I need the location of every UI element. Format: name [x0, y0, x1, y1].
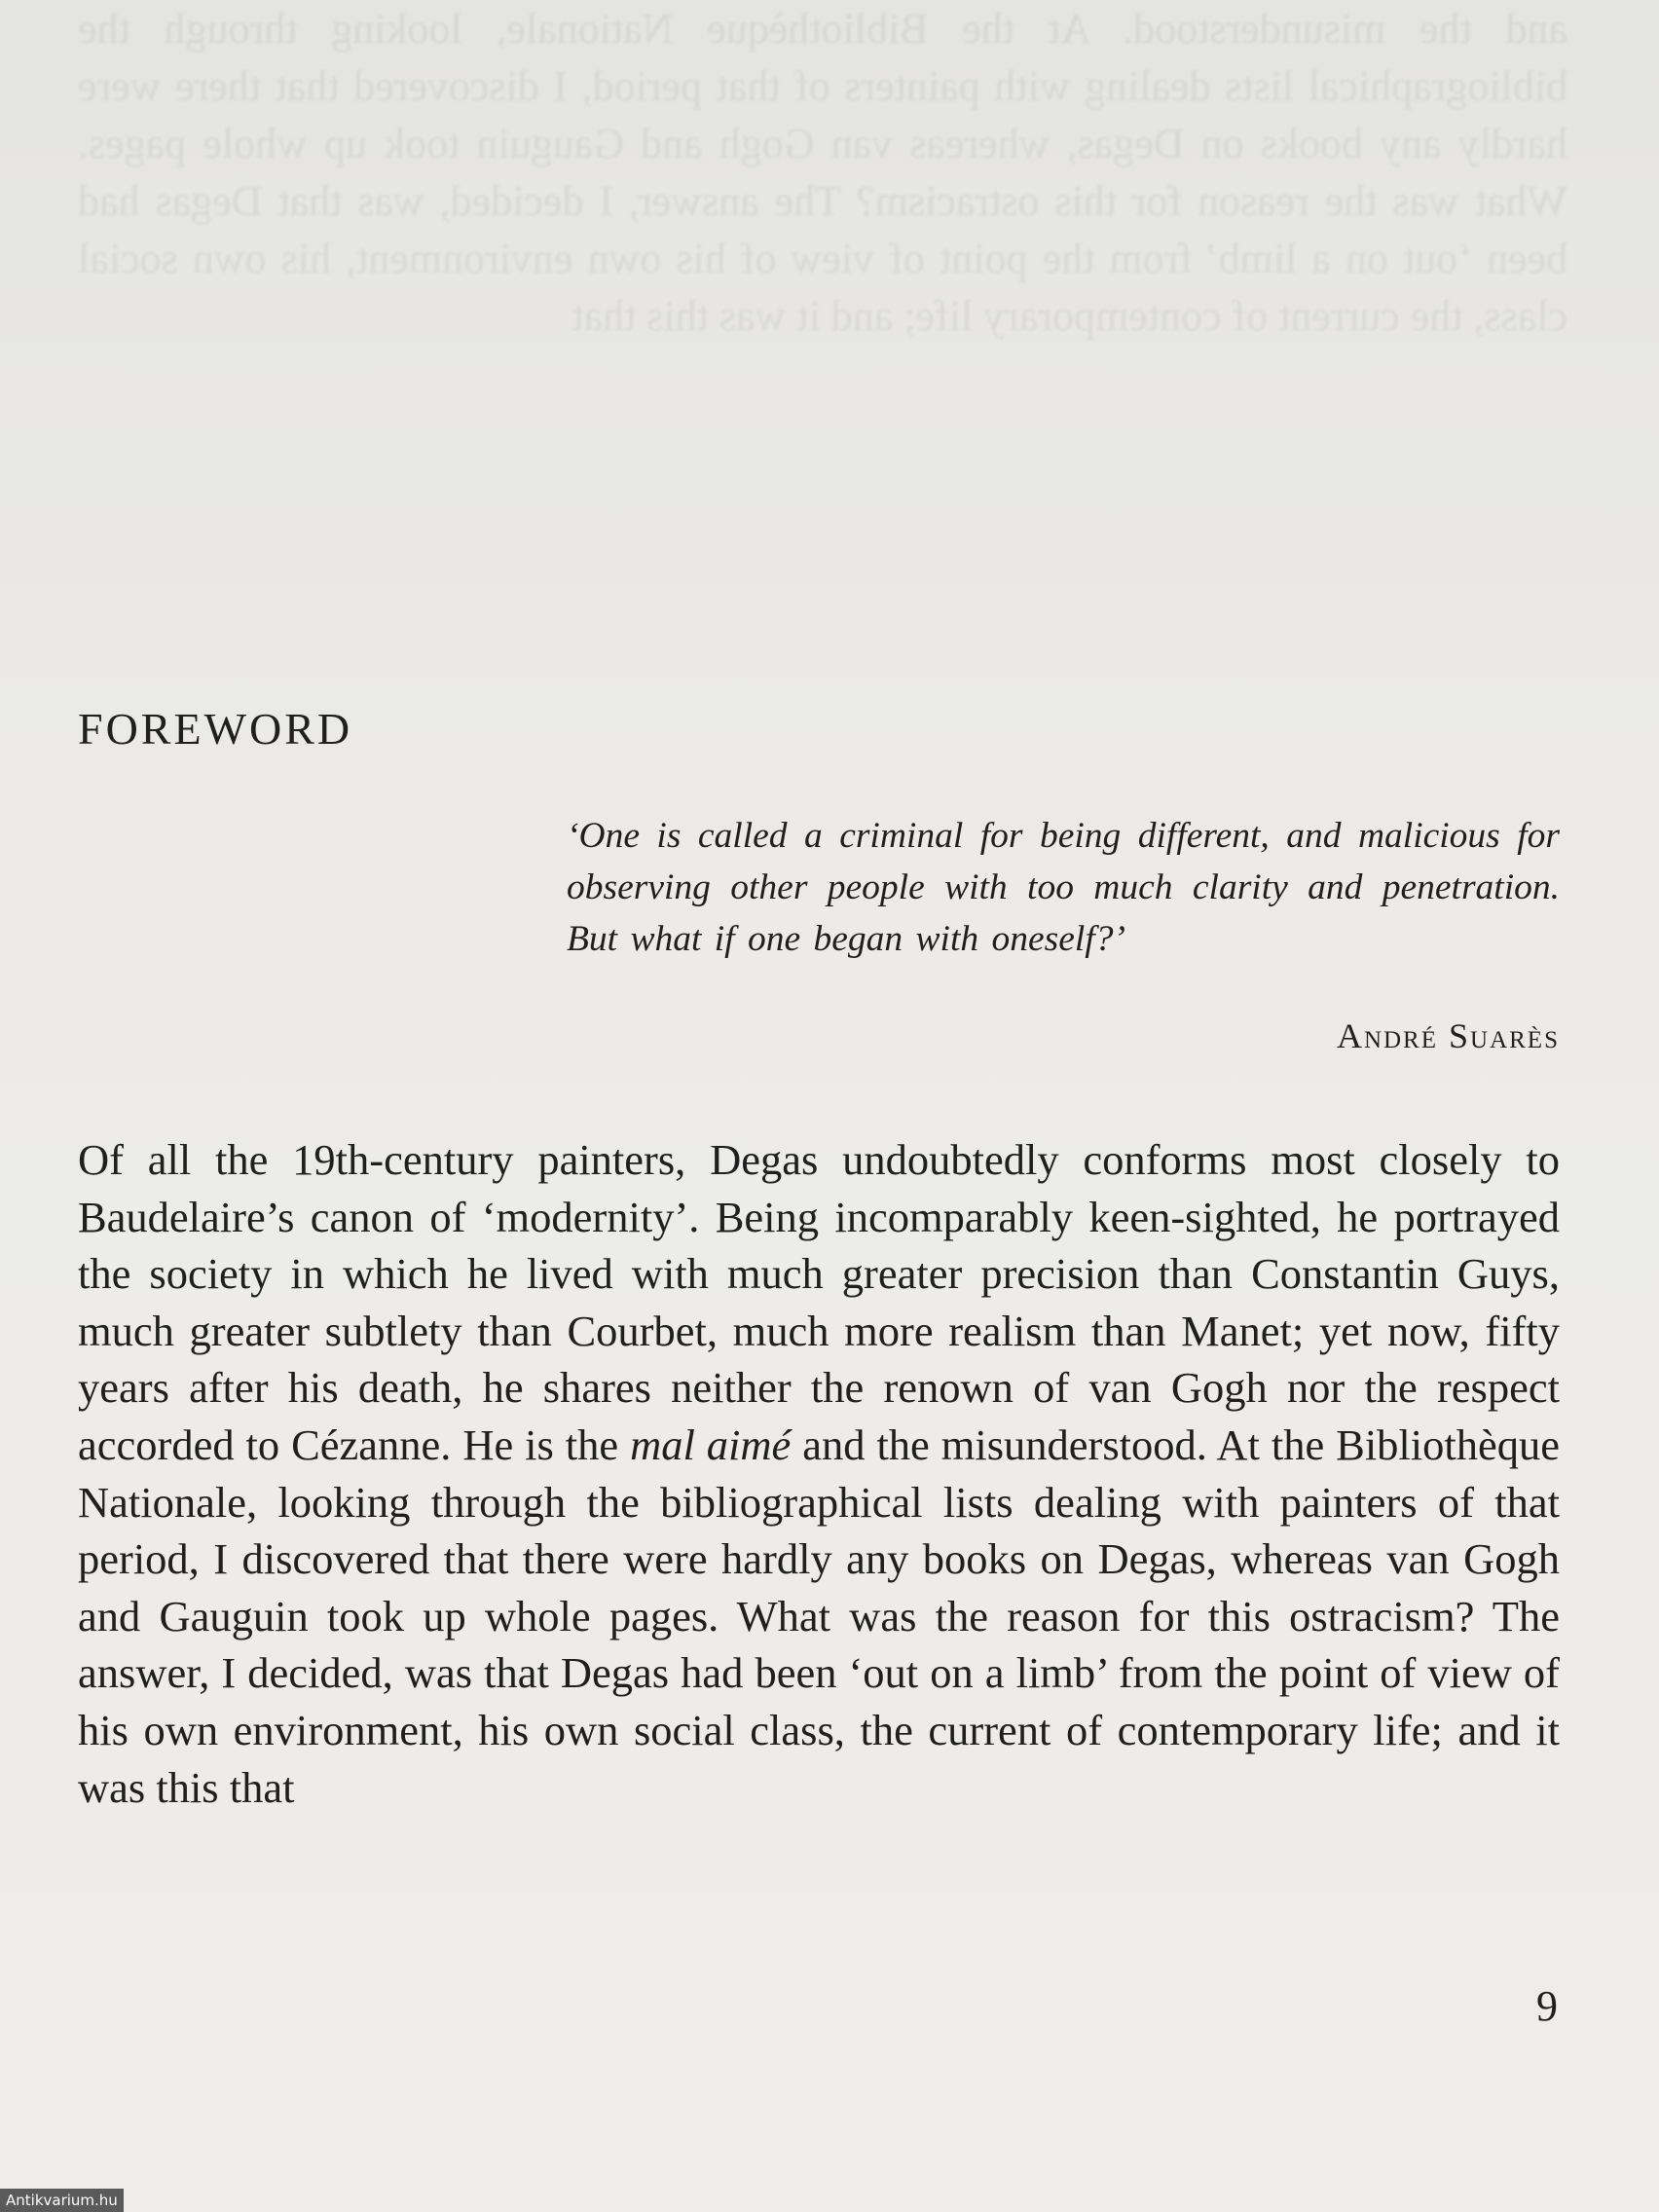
body-text-part-2: and the misunderstood. At the Bibliothèque Nationale, looking through the bibliographical lists dealing with painters of that period, I discovered that there were hardly any books on Degas, whereas van Gogh and Gauguin took up whole pages. What was the reason for this ostracism? The answer, I decided, was that Degas had been ‘out on a limb’ from the point of view of his own environment, his own social class, the current of contemporary life; and it was this that — [78, 1419, 1561, 1812]
page-number: 9 — [1536, 1982, 1558, 2030]
show-through-text — [78, 0, 1567, 643]
watermark-label: Antikvarium.hu — [0, 2189, 124, 2212]
body-text-part-1: Of all the 19th-century painters, Degas undoubtedly conforms most closely to Baudelaire’s canon of ‘modernity’. Being incomparably keen-sighted, he portrayed the society in which he lived with much greater precision than Constantin Guys, much greater subtlety than Courbet, much more realism than Manet; yet now, fifty years after his death, he shares neither the renown of van Gogh nor the respect accorded to Cézanne. He is the — [78, 1135, 1560, 1469]
body-paragraph — [78, 1131, 1560, 1816]
epigraph-quote: ‘One is called a criminal for being different, and malicious for observing other people with too much clarity and penetration. But what if one began with oneself?’ — [567, 816, 1560, 959]
page-title: FOREWORD — [78, 704, 353, 754]
body-italic-phrase: mal aimé — [630, 1419, 792, 1469]
epigraph-author: André Suarès — [1336, 1016, 1560, 1055]
show-through-fill: and the misunderstood. At the Bibliothèque Nationale, looking through the bibliographical lists dealing with painters of that period, I discovered that there were hardly any books on Degas, whereas van Gogh and Gauguin took up whole pages. What was the reason for this ostracism? The answer, I decided, was that Degas had been ‘out on a limb’ from the point of view of his own environment, his own social class, the current of contemporary life; and it was this that — [78, 5, 1567, 340]
